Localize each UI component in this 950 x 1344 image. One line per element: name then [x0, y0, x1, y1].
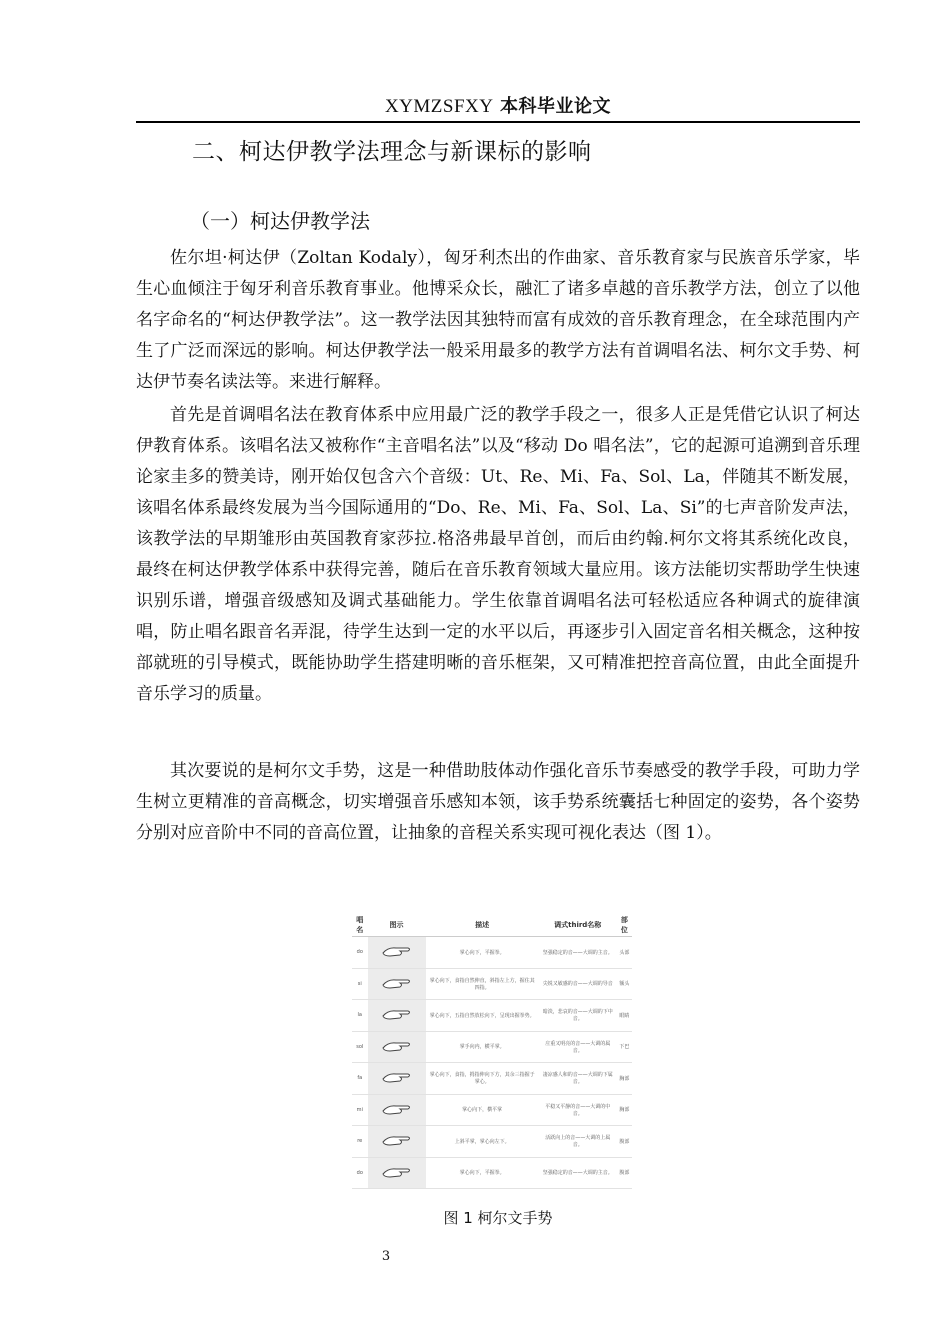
table-body [352, 937, 632, 1189]
note-name: do [352, 1157, 368, 1189]
description: 掌心向下，平握拳。 [426, 937, 539, 969]
hand-sign-table [352, 914, 632, 1189]
figure-caption: 图 1 柯尔文手势 [443, 1209, 553, 1227]
mode-description: 活跃向上的音——大调的上属音。 [539, 1126, 617, 1158]
mode-description: 尖锐又敏感的音——大调的导音 [539, 968, 617, 1000]
body-part: 下巴 [617, 1031, 632, 1063]
header-rule [136, 121, 860, 123]
note-name: fa [352, 1063, 368, 1095]
page-number: 3 [381, 1249, 391, 1264]
description: 掌手向内，横平掌。 [426, 1031, 539, 1063]
table-row [352, 1126, 632, 1158]
hand-fist-icon [380, 1176, 414, 1182]
mode-description: 庄重又明亮的音——大调的属音。 [539, 1031, 617, 1063]
description: 掌心向下，食指自然伸直，斜指左上方，握住其四指。 [426, 968, 539, 1000]
description: 掌心向下，食指，拇指伸向下方，其余三指握于掌心。 [426, 1063, 539, 1095]
paragraph: 首先是首调唱名法在教育体系中应用最广泛的教学手段之一，很多人正是凭借它认识了柯达伊教育体系。该唱名法又被称作“主音唱名法”以及“移动 Do 唱名法”，它的起源可追溯到音乐理论家圭多的赞美诗，刚开始仅包含六个音级：Ut、Re、Mi、Fa、Sol、La，伴随其不断发展，该唱名体系最终发展为当今国际通用的“Do、Re、Mi、Fa、Sol、La、Si”的七声音阶发声法，该教学法的早期雏形由英国教育家莎拉.格洛弗最早首创，而后由约翰.柯尔文将其系统化改良，最终在柯达伊教学体系中获得完善，随后在音乐教育领域大量应用。该方法能切实帮助学生快速识别乐谱，增强音级感知及调式基础能力。学生依靠首调唱名法可轻松适应各种调式的旋律演唱，防止唱名跟音名弄混，待学生达到一定的水平以后，再逐步引入固定音名相关概念，这种按部就班的引导模式，既能协助学生搭建明晰的音乐框架，又可精准把控音高位置，由此全面提升音乐学习的质量。 [136, 405, 860, 704]
description: 上斜平掌，掌心向左下。 [426, 1126, 539, 1158]
hand-point-up-icon [380, 987, 414, 993]
hand-image [368, 937, 426, 969]
hand-image [368, 1126, 426, 1158]
table-row [352, 968, 632, 1000]
hand-fist-icon [380, 955, 414, 961]
note-name: re [352, 1126, 368, 1158]
hand-droop-icon [380, 1018, 414, 1024]
column-header: 部位 [617, 914, 632, 937]
column-header: 调式third名称 [539, 914, 617, 937]
note-name: mi [352, 1094, 368, 1126]
hand-flat-side-icon [380, 1050, 414, 1056]
description: 掌心向下，平握拳。 [426, 1157, 539, 1189]
hand-image [368, 1094, 426, 1126]
body-part: 腹部 [617, 1126, 632, 1158]
mode-description: 平稳又平静的音——大调的中音。 [539, 1094, 617, 1126]
header-brand: XYMZSFXY [384, 96, 494, 117]
body-part: 胸部 [617, 1063, 632, 1095]
header-subtitle: 本科毕业论文 [500, 96, 612, 117]
note-name: sol [352, 1031, 368, 1063]
body-part: 头部 [617, 937, 632, 969]
mode-description: 暗淡，悲哀的音——大调的下中音。 [539, 1000, 617, 1032]
page-header [136, 92, 860, 118]
mode-description: 凄凉感人和的音——大调的下属音。 [539, 1063, 617, 1095]
hand-flat-icon [380, 1113, 414, 1119]
note-name: la [352, 1000, 368, 1032]
description: 掌心向下，五指自然放松向下，呈现出握拳势。 [426, 1000, 539, 1032]
hand-image [368, 1031, 426, 1063]
table-row [352, 1031, 632, 1063]
column-header: 图示 [368, 914, 426, 937]
note-name: si [352, 968, 368, 1000]
column-header: 唱名 [352, 914, 368, 937]
note-name: do [352, 937, 368, 969]
paragraph: 其次要说的是柯尔文手势，这是一种借助肢体动作强化音乐节奏感受的教学手段，可助力学生树立更精准的音高概念，切实增强音乐感知本领，该手势系统囊括七种固定的姿势，各个姿势分别对应音阶中不同的音高位置，让抽象的音程关系实现可视化表达（图 1）。 [136, 761, 860, 843]
body-part: 眼睛 [617, 1000, 632, 1032]
body-part: 腹部 [617, 1157, 632, 1189]
table-row [352, 1094, 632, 1126]
curwen-hand-sign-figure [352, 914, 632, 1199]
paragraph: 佐尔坦·柯达伊（Zoltan Kodaly），匈牙利杰出的作曲家、音乐教育家与民族音乐学家，毕生心血倾注于匈牙利音乐教育事业。他博采众长，融汇了诸多卓越的音乐教学方法，创立了以他名字命名的“柯达伊教学法”。这一教学法因其独特而富有成效的音乐教育理念，在全球范围内产生了广泛而深远的影响。柯达伊教学法一般采用最多的教学方法有首调唱名法、柯尔文手势、柯达伊节奏名读法等。来进行解释。 [136, 248, 860, 392]
table-row [352, 1063, 632, 1095]
body-part: 胸部 [617, 1094, 632, 1126]
mode-description: 坚强稳定的音——大调的主音。 [539, 1157, 617, 1189]
table-header-row [352, 914, 632, 937]
table-row [352, 1000, 632, 1032]
column-header: 描述 [426, 914, 539, 937]
description: 掌心向下，横平掌 [426, 1094, 539, 1126]
subsection-title: （一）柯达伊教学法 [190, 209, 370, 233]
hand-slant-icon [380, 1144, 414, 1150]
mode-description: 坚强稳定的音——大调的主音。 [539, 937, 617, 969]
hand-image [368, 1000, 426, 1032]
hand-image [368, 968, 426, 1000]
hand-thumb-down-icon [380, 1081, 414, 1087]
table-row [352, 937, 632, 969]
section-title: 二、柯达伊教学法理念与新课标的影响 [192, 139, 592, 165]
hand-image [368, 1157, 426, 1189]
hand-image [368, 1063, 426, 1095]
body-part: 额头 [617, 968, 632, 1000]
table-row [352, 1157, 632, 1189]
